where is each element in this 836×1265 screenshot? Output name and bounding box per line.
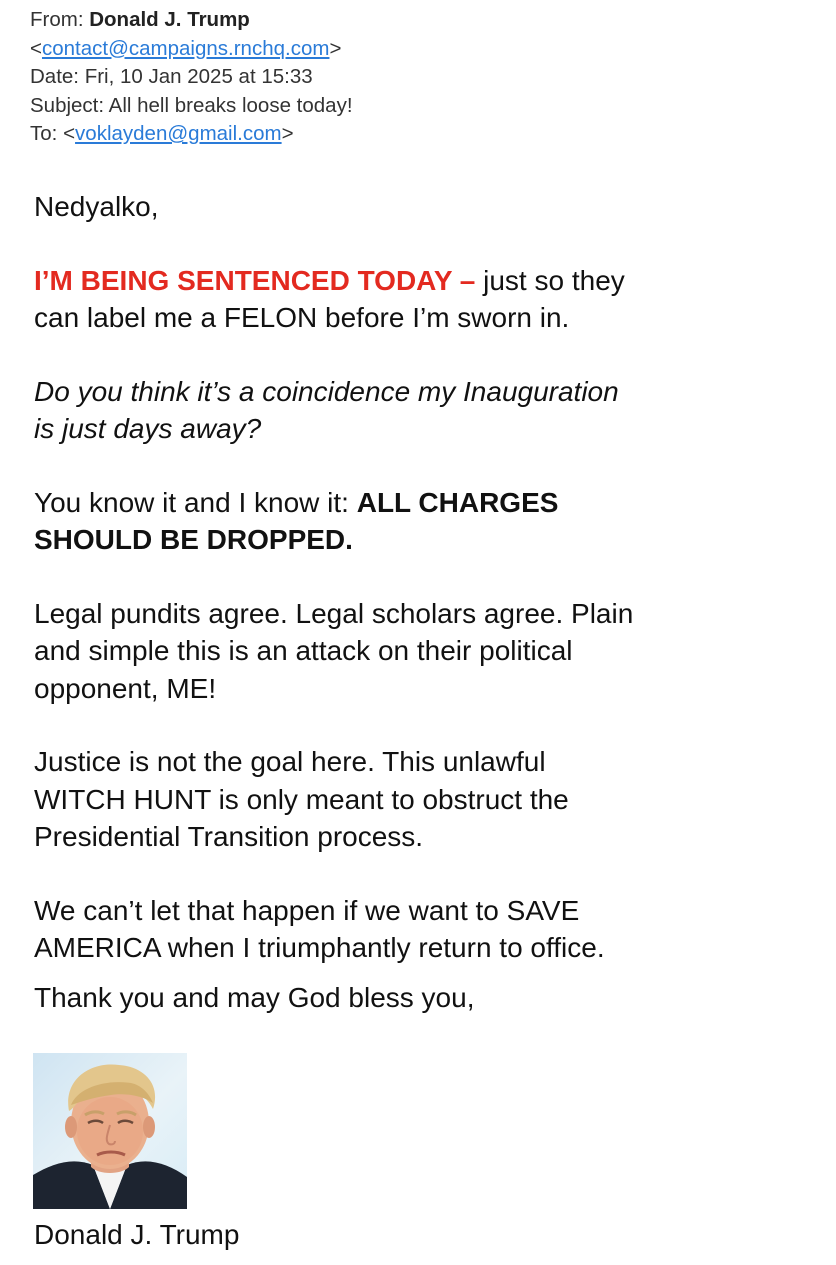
subject-label: Subject: (30, 93, 105, 117)
subject-row (30, 92, 810, 121)
paragraph-text: AMERICA when I triumphantly return to office. (34, 932, 605, 963)
paragraph-inauguration (34, 373, 804, 448)
paragraph-justice (34, 743, 804, 856)
paragraph-text: just so they (475, 264, 625, 296)
paragraph-text: can label me a FELON before I’m sworn in. (34, 302, 570, 333)
paragraph-text: WITCH HUNT is only meant to obstruct the (34, 783, 569, 815)
to-row (30, 120, 810, 149)
subject-value: All hell breaks loose today! (108, 93, 353, 117)
paragraph-save-america (34, 892, 804, 967)
lt-bracket: < (63, 122, 76, 145)
paragraph-text: is just days away? (34, 413, 262, 444)
paragraph-text: Presidential Transition process. (34, 821, 424, 852)
recipient-email-link[interactable]: voklayden@gmail.com (75, 122, 282, 145)
greeting: Nedyalko, (34, 191, 159, 222)
paragraph-text: opponent, ME! (34, 672, 217, 704)
email-body (34, 188, 804, 1016)
date-label: Date: (30, 65, 79, 88)
bold-demand: SHOULD BE DROPPED. (34, 524, 353, 555)
to-label: To: (30, 122, 58, 145)
bold-demand: ALL CHARGES (356, 486, 559, 518)
paragraph-text: Do you think it’s a coincidence my Inauguration (34, 375, 619, 407)
alert-headline: I’M BEING SENTENCED TODAY – (34, 264, 476, 296)
from-label: From: (30, 8, 84, 31)
sender-name: Donald J. Trump (89, 8, 250, 31)
closing-line: Thank you and may God bless you, (34, 981, 475, 1013)
date-value: Fri, 10 Jan 2025 at 15:33 (84, 65, 313, 88)
paragraph-pundits (34, 595, 804, 708)
from-row (30, 6, 810, 35)
paragraph-text: We can’t let that happen if we want to SAVE (34, 894, 580, 926)
gt-bracket: > (281, 122, 294, 145)
paragraph-charges (34, 484, 804, 559)
paragraph-text: and simple this is an attack on their political (34, 635, 573, 666)
gt-bracket: > (329, 36, 342, 60)
paragraph-sentenced (34, 262, 804, 337)
date-row (30, 63, 810, 92)
email-header (30, 6, 810, 149)
from-email-row (30, 35, 810, 64)
paragraph-text: You know it and I know it: (34, 486, 357, 518)
portrait-photo (33, 1053, 187, 1209)
paragraph-text: Justice is not the goal here. This unlawful (34, 746, 546, 777)
sender-email-link[interactable]: contact@campaigns.rnchq.com (41, 36, 330, 60)
signature-name: Donald J. Trump (34, 1219, 240, 1250)
paragraph-text: Legal pundits agree. Legal scholars agree. Plain (34, 597, 634, 629)
lt-bracket: < (30, 36, 42, 60)
